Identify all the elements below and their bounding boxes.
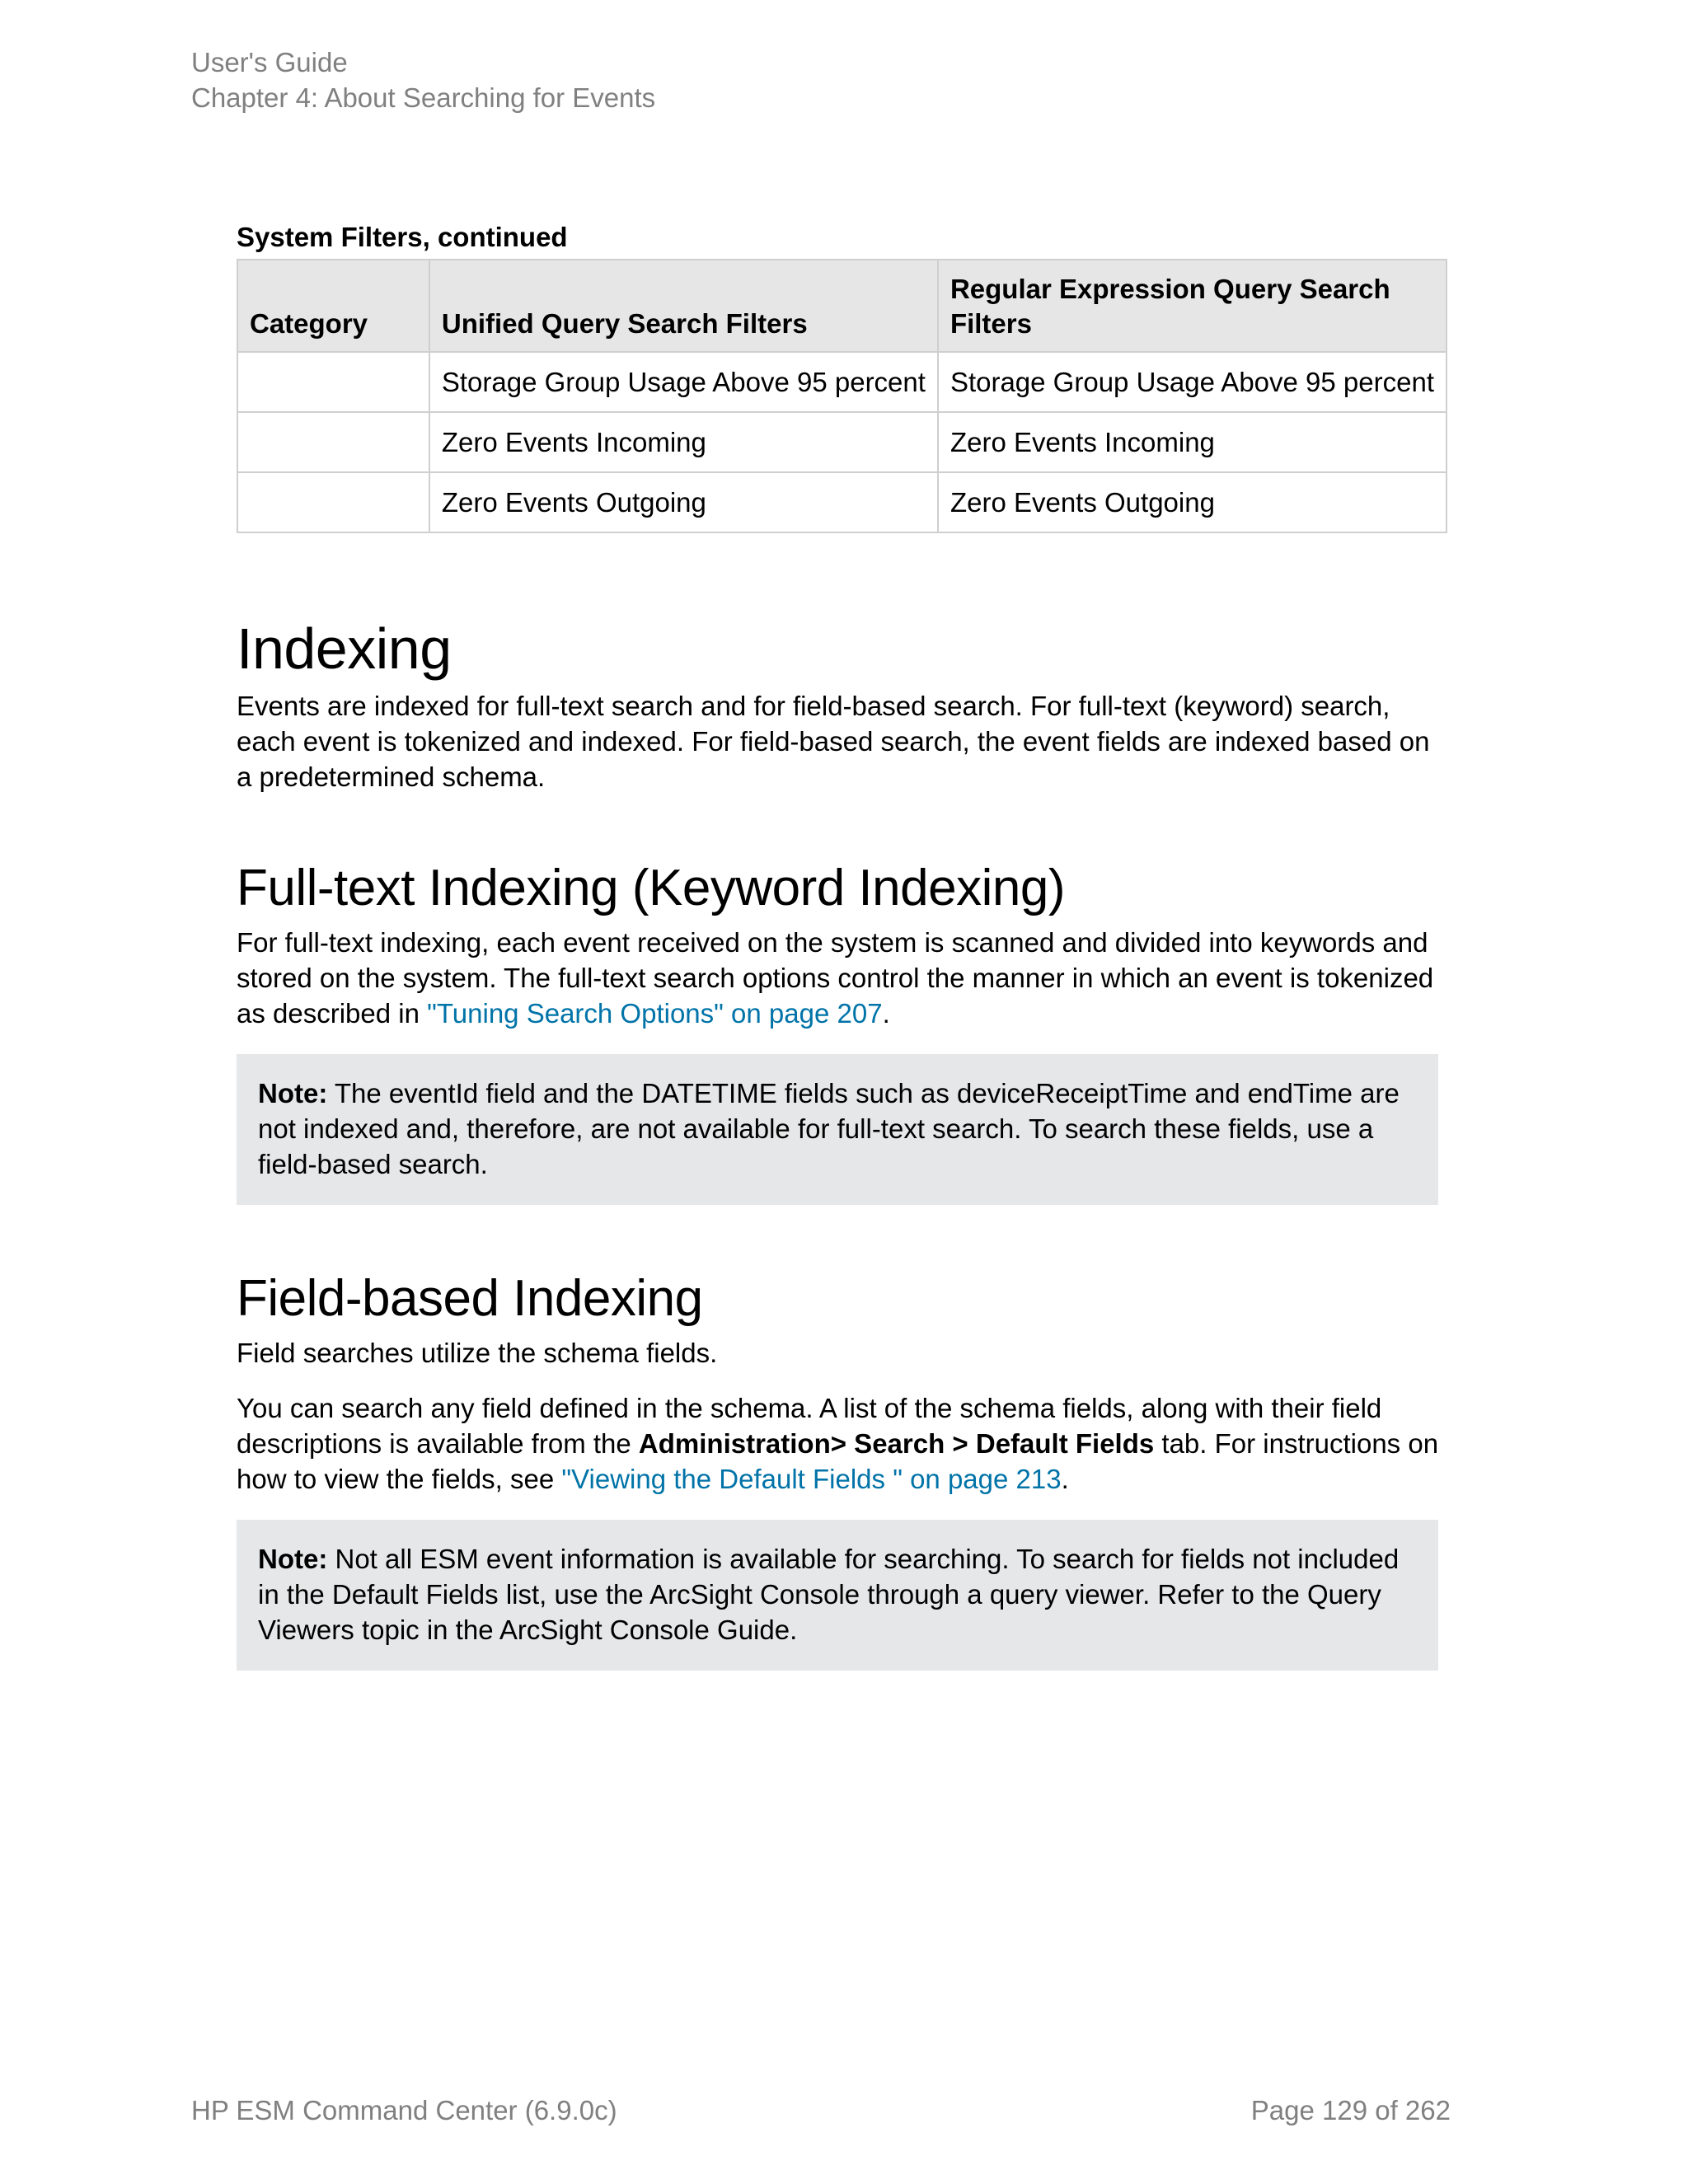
field-based-text-cont: tab. For instructions on how to view the fields, see — [237, 1428, 1439, 1494]
page-content — [237, 221, 1448, 1671]
note-label: Note: — [258, 1544, 328, 1574]
note-label: Note: — [258, 1078, 328, 1108]
table-row — [237, 352, 1447, 412]
table-cell-unified: Zero Events Outgoing — [429, 472, 938, 532]
table-cell-category — [237, 472, 429, 532]
indexing-paragraph: Events are indexed for full-text search and for field-based search. For full-text (keyword) search, each event is tokenized and indexed. For field-based search, the event fields are indexed based on a predetermined schema. — [237, 691, 1430, 792]
fulltext-paragraph-end: . — [882, 998, 890, 1029]
tuning-search-options-link[interactable]: "Tuning Search Options" on page 207 — [427, 998, 883, 1029]
table-caption: System Filters, continued — [237, 222, 568, 252]
table-cell-category — [237, 352, 429, 412]
column-header-regex-query: Regular Expression Query Search Filters — [938, 260, 1447, 352]
fulltext-note — [237, 1054, 1438, 1205]
footer-page-number: Page 129 of 262 — [1250, 2095, 1451, 2125]
table-cell-regex: Zero Events Outgoing — [938, 472, 1447, 532]
field-based-paragraph — [237, 1390, 1448, 1497]
indexing-heading: Indexing — [237, 616, 452, 681]
fulltext-paragraph — [237, 925, 1448, 1031]
column-header-unified-query: Unified Query Search Filters — [429, 260, 938, 352]
guide-title: User's Guide — [191, 47, 348, 77]
field-based-paragraph-end: . — [1061, 1464, 1069, 1494]
footer-product: HP ESM Command Center (6.9.0c) — [191, 2095, 617, 2125]
note-text: The eventId field and the DATETIME fields such as deviceReceiptTime and endTime are not indexed and, therefore, are not available for full-text search. To search these fields, use a field-based search. — [258, 1078, 1400, 1179]
field-based-note — [237, 1520, 1438, 1671]
table-cell-category — [237, 412, 429, 472]
system-filters-table — [237, 259, 1447, 533]
running-header — [191, 45, 655, 115]
field-based-intro: Field searches utilize the schema fields. — [237, 1338, 718, 1368]
table-header-row — [237, 260, 1447, 352]
note-text: Not all ESM event information is available for searching. To search for fields not included in the Default Fields list, use the ArcSight Console through a query viewer. Refer to the Query Viewers topic in the ArcSight Console Guide. — [258, 1544, 1400, 1645]
table-row — [237, 472, 1447, 532]
viewing-default-fields-link[interactable]: "Viewing the Default Fields " on page 213 — [561, 1464, 1062, 1494]
fulltext-paragraph-text: For full-text indexing, each event received on the system is scanned and divided into keywords and stored on the system. The full-text search options control the manner in which an event is tokenized as described in — [237, 927, 1434, 1029]
table-cell-regex: Storage Group Usage Above 95 percent — [938, 352, 1447, 412]
field-based-indexing-heading: Field-based Indexing — [237, 1270, 703, 1327]
field-based-text: You can search any field defined in the schema. A list of the schema fields, along with their field descriptions is available from the — [237, 1393, 1382, 1459]
table-cell-unified: Zero Events Incoming — [429, 412, 938, 472]
table-cell-regex: Zero Events Incoming — [938, 412, 1447, 472]
chapter-title: Chapter 4: About Searching for Events — [191, 82, 656, 113]
fulltext-indexing-heading: Full-text Indexing (Keyword Indexing) — [237, 860, 1065, 916]
table-row — [237, 412, 1447, 472]
menu-path: Administration> Search > Default Fields — [638, 1428, 1155, 1459]
table-cell-unified: Storage Group Usage Above 95 percent — [429, 352, 938, 412]
column-header-category: Category — [237, 260, 429, 352]
